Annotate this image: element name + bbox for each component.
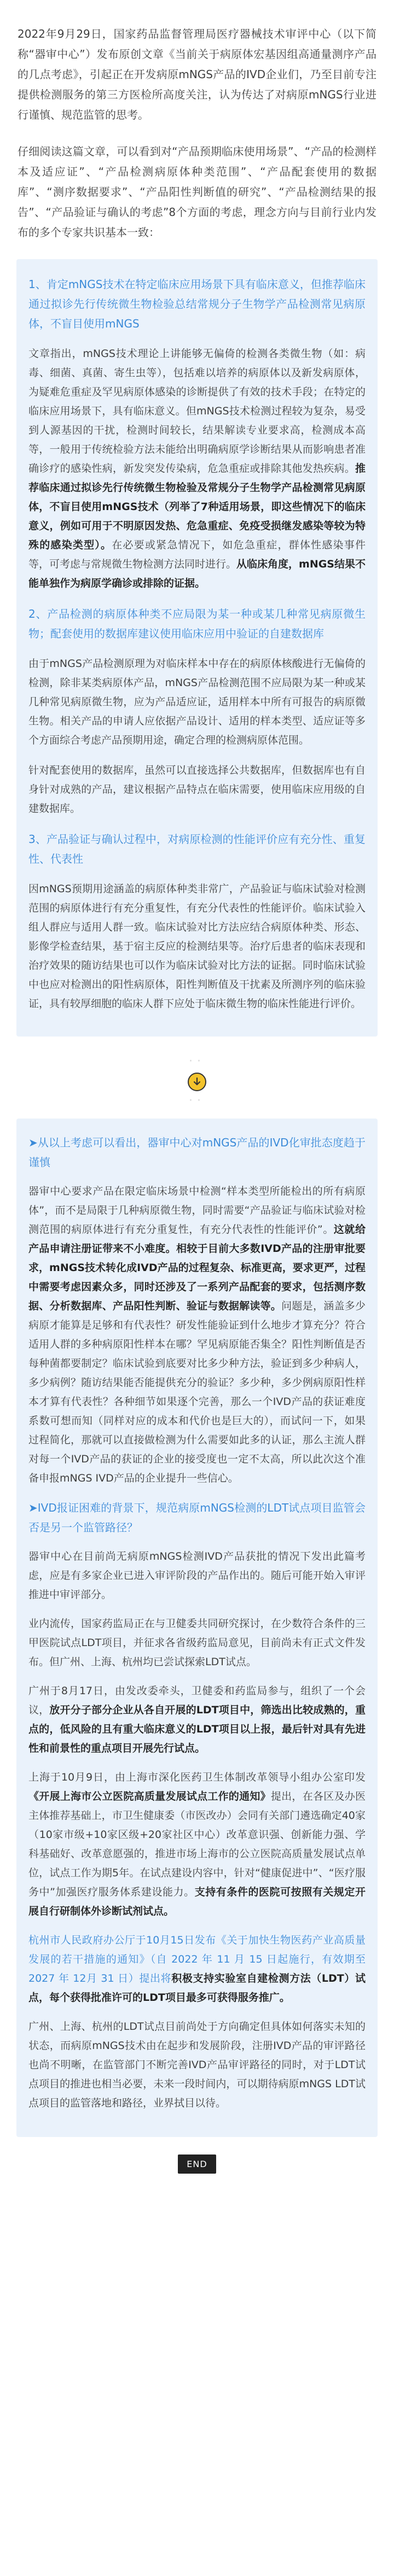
analysis-paragraph-3: 业内流传，国家药监局正在与卫健委共同研究探讨，在少数符合条件的三甲医院试点LDT项目，并征求各省级药监局意见，目前尚未有正式文件发布。但广州、上海、杭州均已尝试探索LDT试点。 bbox=[28, 1618, 366, 1668]
end-badge: END bbox=[178, 2155, 216, 2174]
section-paragraph-1 bbox=[28, 344, 366, 593]
bold-span: 推荐临床通过拟诊先行传统微生物检验及常规分子生物学产品检测常见病原体，不盲目使用mNGS技术（列举了7种适用场景，即这些情况下的临床意义，例如可用于不明原因发热、危急重症、免疫受损继发感染等较为特殊的感染类型）。 bbox=[28, 462, 366, 551]
section-heading-3: 3、产品验证与确认过程中，对病原检测的性能评价应有充分性、重复性、代表性 bbox=[28, 833, 366, 865]
text-span: 问题是，涵盖多少病原才能算是足够和有代表性？研发性能验证到什么地步才算充分？符合适用人群的多种病原阳性样本在哪？罕见病原能否集全？阳性判断值是否每种菌都要制定？临床试验到底要对比多少种方法，验证到多少种病人，多少病例？随访结果能否能提供充分的验证？多少种，多少例病原阳性样本才算有代表性？各种细节如果逐个完善，那么一个IVD产品的获证难度系数可想而知（同样对应的成本和代价也是巨大的），而试问一下，如果过程简化，那就可以直接做检测为什么需要如此多的认证，那么主流人群对每一个IVD产品的获证的企业的接受度也一定不太高，所以此次这个准备申报mNGS IVD产品的企业提升一些信心。 bbox=[28, 1300, 366, 1484]
section-heading-2: 2、产品检测的病原体种类不应局限为某一种或某几种常见病原微生物；配套使用的数据库建议使用临床应用中验证的自建数据库 bbox=[28, 607, 366, 640]
link-span: 杭州市人民政府办公厅于10月15日发布《关于加快生物医药产业高质量发展的若干措施的通知》（自 2022 年 11 月 15 日起施行，有效期至 2027 年 12月 31 日）提出将 bbox=[28, 1934, 366, 1984]
divider-dots: ·· bbox=[189, 1094, 205, 1108]
bold-span: 这就给产品申请注册证带来不小难度。相较于目前大多数IVD产品的注册审批要求，mNGS技术转化成IVD产品的过程复杂、标准更高，要求更严，过程中需要考虑因素众多，同时还涉及了一系列产品配套的要求，包括测序数据、分析数据库、产品阳性判断、验证与数据解读等。 bbox=[28, 1223, 366, 1312]
bold-span: 积极支持实验室自建检测方法（LDT）试点，每个获得批准许可的LDT项目最多可获得服务推广。 bbox=[28, 1972, 366, 2004]
section-heading-1: 1、肯定mNGS技术在特定临床应用场景下具有临床意义，但推荐临床通过拟诊先行传统微生物检验总结常规分子生物学产品检测常见病原体，不盲目使用mNGS bbox=[28, 278, 366, 330]
analysis-paragraph-4 bbox=[28, 1682, 366, 1758]
bold-span: 《开展上海市公立医院高质量发展试点工作的通知》 bbox=[28, 1790, 271, 1802]
divider-dots: ·· bbox=[189, 1055, 205, 1068]
bold-span: 放开分子部分企业从各自开展的LDT项目中，筛选出比较成熟的，重点的，低风险的且有重大临床意义的LDT项目以上报，最后针对具有先进性和前景性的重点项目开展先行试点。 bbox=[28, 1704, 366, 1754]
analysis-paragraph-6 bbox=[28, 1931, 366, 2007]
analysis-box bbox=[16, 1119, 378, 2137]
bold-span: 支持有条件的医院可按照有关规定开展自行研制体外诊断试剂试点。 bbox=[28, 1886, 366, 1917]
text-span: 上海于10月9日，由上海市深化医药卫生体制改革领导小组办公室印发 bbox=[28, 1771, 366, 1783]
end-section bbox=[0, 2155, 394, 2174]
intro-paragraph-1: 2022年9月29日，国家药品监督管理局医疗器械技术审评中心（以下简称“器审中心”）发布原创文章《当前关于病原体宏基因组高通量测序产品的几点考虑》，引起正在开发病原mNGS产品的IVD企业们，乃至目前专注提供检测服务的第三方医检所高度关注，认为传达了对病原mNGS行业进行谨慎、规范监管的思考。 bbox=[18, 27, 376, 121]
section-paragraph-3: 针对配套使用的数据库，虽然可以直接选择公共数据库，但数据库也有自身针对成熟的产品，建议根据产品特点在临床需要，使用临床应用级的自建数据库。 bbox=[28, 764, 366, 815]
analysis-paragraph-5 bbox=[28, 1768, 366, 1921]
text-span: 广州于8月17日，由发改委牵头，卫健委和药监局参与，组织了一个会议， bbox=[28, 1685, 366, 1716]
analysis-heading-1: ➤从以上考虑可以看出，器审中心对mNGS产品的IVD化审批态度趋于谨慎 bbox=[28, 1136, 366, 1169]
section-paragraph-4: 因mNGS预期用途涵盖的病原体种类非常广，产品验证与临床试验对检测范围的病原体进行有充分重复性，有充分代表性的性能评价。临床试验入组人群应与适用人群一致。临床试验对比方法应结合病原体种类、形态、影像学检查结果，基于宿主反应的检测结果等。治疗后患者的临床表现和治疗效果的随访结果也可以作为临床试验对比方法的证据。同时临床试验中也应对检测出的阳性病原体，阳性判断值及干扰素及所测序列的临床验证，具有较厚细胞的临床人群下应处于临床微生物的临床性能进行评价。 bbox=[28, 883, 366, 1010]
text-span: 在必要或紧急情况下，如危急重症，群体性感染事件等，可考虑与常规微生物检测方法同时进行。 bbox=[28, 539, 366, 570]
intro-paragraph-2: 仔细阅读这篇文章，可以看到对“产品预期临床使用场景”、“产品的检测样本及适应证”、“产品检测病原体种类范围”、“产品配套使用的数据库”、“测序数据要求”、“产品阳性判断值的研究”、“产品检测结果的报告”、“产品验证与确认的考虑”8个方面的考虑，理念方向与目前行业内发布的多个专家共识基本一致： bbox=[18, 145, 376, 239]
divider bbox=[0, 1056, 394, 1106]
analysis-heading-2: ➤IVD报证困难的背景下，规范病原mNGS检测的LDT试点项目监管会否是另一个监管路径？ bbox=[28, 1501, 366, 1534]
text-span: 提出，在各区及办医主体推荐基础上，市卫生健康委（市医改办）会同有关部门遴选确定40家（10家市级+10家区级+20家社区中心）改革意识强、创新能力强、学科基础好、改革意愿强的，推进市场上海市的公立医院高质量发展试点单位，试点工作为期5年。在试点建设内容中，针对“健康促进中”、“医疗服务中”加强医疗服务体系建设能力。 bbox=[28, 1790, 366, 1898]
bold-span: 从临床角度，mNGS结果不能单独作为病原学确诊或排除的证据。 bbox=[28, 558, 366, 589]
key-points-box bbox=[16, 259, 378, 1037]
analysis-paragraph-7: 广州、上海、杭州的LDT试点目前尚处于方向确定但具体如何落实未知的状态，而病原mNGS技术由在起步和发展阶段，注册IVD产品的审评路径也尚不明晰，在监管部门不断完善IVD产品审评路径的同时，对于LDT试点项目的推进也相当必要，未来一段时间内，可以期待病原mNGS LDT试点项目的监管落地和路径，业界拭目以待。 bbox=[28, 2021, 366, 2109]
analysis-paragraph-1 bbox=[28, 1182, 366, 1488]
intro-section bbox=[0, 0, 394, 243]
down-arrow-icon bbox=[188, 1073, 206, 1091]
text-span: 文章指出，mNGS技术理论上讲能够无偏倚的检测各类微生物（如：病毒、细菌、真菌、寄生虫等），包括难以培养的病原体以及新发病原体，为疑难危重症及罕见病原体感染的诊断提供了有效的技术手段；在特定的临床应用场景下，具有临床意义。但mNGS技术检测过程较为复杂，易受到人源基因的干扰，检测时间较长，结果解读专业要求高，检测成本高等，一般用于传统检验方法未能给出明确病原学诊断结果从而影响患者准确诊疗的感染性病，新发突发传染病，危急重症或排除其他发热疾病。 bbox=[28, 348, 366, 475]
text-span: 器审中心要求产品在限定临床场景中检测“样本类型所能检出的所有病原体”，而不是局限于几种病原微生物，同时需要“产品验证与临床试验对检测范围的病原体进行有充分重复性，有充分代表性的性能评价”。 bbox=[28, 1185, 366, 1236]
analysis-paragraph-2: 器审中心在目前尚无病原mNGS检测IVD产品获批的情况下发出此篇考虑，应是有多家企业已进入审评阶段的产品作出的。随后可能开始入审评推进中审评部分。 bbox=[28, 1550, 366, 1601]
section-paragraph-2: 由于mNGS产品检测原理为对临床样本中存在的病原体核酸进行无偏倚的检测，除非某类病原体产品，mNGS产品检测范围不应局限为某一种或某几种常见病原微生物，应为产品适应证，适用样本中所有可报告的病原微生物。相关产品的申请人应依据产品设计、适用的样本类型、适应证等多个方面综合考虑产品预期用途，确定合理的检测病原体范围。 bbox=[28, 658, 366, 746]
